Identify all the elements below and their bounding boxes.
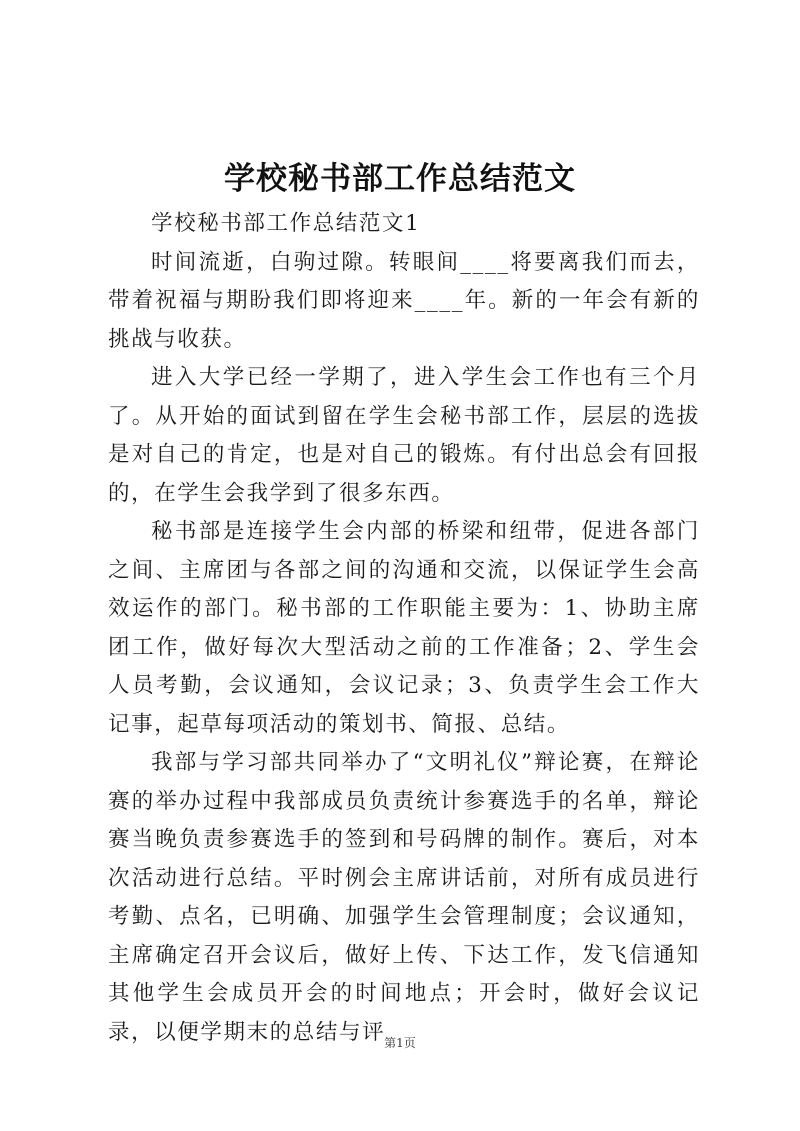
document-body xyxy=(108,205,700,1052)
paragraph-subtitle: 学校秘书部工作总结范文1 xyxy=(151,211,421,236)
page-number: 第1页 xyxy=(384,1036,416,1050)
paragraph: 我部与学习部共同举办了“文明礼仪”辩论赛，在辩论赛的举办过程中我部成员负责统计参赛选手的名单，辩论赛当晚负责参赛选手的签到和号码牌的制作。赛后，对本次活动进行总结。平时例会主席讲话前，对所有成员进行考勤、点名，已明确、加强学生会管理制度；会议通知，主席确定召开会议后，做好上传、下达工作，发飞信通知其他学生会成员开会的时间地点；开会时，做好会议记录，以便学期末的总结与评 xyxy=(108,750,700,1045)
paragraph: 时间流逝，白驹过隙。转眼间____将要离我们而去，带着祝福与期盼我们即将迎来____年。新的一年会有新的挑战与收获。 xyxy=(108,249,700,352)
paragraph: 秘书部是连接学生会内部的桥梁和纽带，促进各部门之间、主席团与各部之间的沟通和交流，以保证学生会高效运作的部门。秘书部的工作职能主要为：1、协助主席团工作，做好每次大型活动之前的工作准备；2、学生会人员考勤，会议通知，会议记录；3、负责学生会工作大记事，起草每项活动的策划书、简报、总结。 xyxy=(108,519,700,737)
paragraph: 进入大学已经一学期了，进入学生会工作也有三个月了。从开始的面试到留在学生会秘书部工作，层层的选拔是对自己的肯定，也是对自己的锻炼。有付出总会有回报的，在学生会我学到了很多东西。 xyxy=(108,365,700,506)
document-title: 学校秘书部工作总结范文 xyxy=(224,161,576,197)
